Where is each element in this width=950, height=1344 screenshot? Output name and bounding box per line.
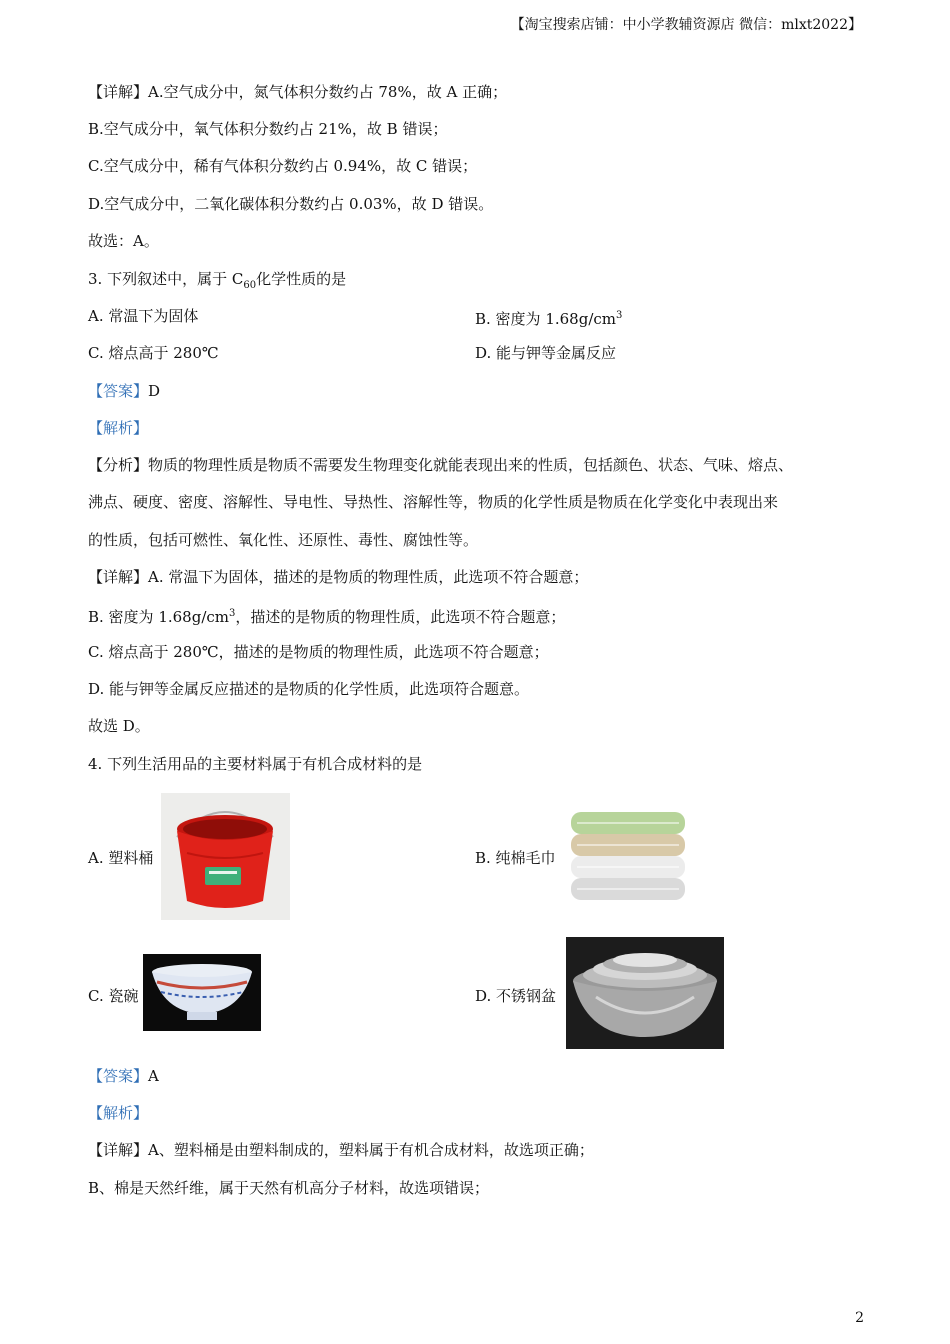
q4-detail-b: B、棉是天然纤维，属于天然有机高分子材料，故选项错误； (88, 1179, 490, 1197)
q3-analysis-tag: 【解析】 (88, 419, 149, 437)
page-number: 2 (855, 1310, 864, 1326)
q4-stem: 4. 下列生活用品的主要材料属于有机合成材料的是 (88, 755, 423, 773)
q4-option-c-label: C. 瓷碗 (88, 987, 139, 1005)
q3-option-a: A. 常温下为固体 (88, 307, 199, 325)
cotton-towel-image (565, 804, 690, 908)
q3-conclusion: 故选 D。 (88, 717, 150, 735)
q2-conclusion: 故选：A。 (88, 232, 159, 250)
q4-option-a-label: A. 塑料桶 (88, 849, 154, 867)
q4-answer: 【答案】A (88, 1067, 159, 1085)
q2-detail-b: B.空气成分中，氧气体积分数约占 21%，故 B 错误； (88, 120, 448, 138)
page-header: 【淘宝搜索店铺：中小学教辅资源店 微信：mlxt2022】 (510, 17, 862, 33)
q3-answer: 【答案】D (88, 382, 161, 400)
plastic-bucket-image (161, 793, 290, 920)
q3-detail-b: B. 密度为 $1.68g/cm^3$，描述的是物质的物理性质，此选项不符合题意； (88, 608, 566, 626)
q2-detail-d: D.空气成分中，二氧化碳体积分数约占 0.03%，故 D 错误。 (88, 195, 494, 213)
q4-analysis-tag: 【解析】 (88, 1104, 149, 1122)
porcelain-bowl-image (143, 954, 261, 1031)
q3-option-b: B. 密度为 $1.68g/cm^3$ (475, 310, 623, 328)
q3-detail-a: 【详解】A. 常温下为固体，描述的是物质的物理性质，此选项不符合题意； (88, 568, 589, 586)
q3-analysis-3: 的性质，包括可燃性、氧化性、还原性、毒性、腐蚀性等。 (88, 531, 479, 549)
stainless-basin-image (566, 937, 724, 1049)
q3-option-c: C. 熔点高于 280℃ (88, 344, 219, 362)
q4-option-b-label: B. 纯棉毛巾 (475, 849, 556, 867)
q2-detail-a: 【详解】A.空气成分中，氮气体积分数约占 78%，故 A 正确； (88, 83, 508, 101)
q3-option-d: D. 能与钾等金属反应 (475, 344, 617, 362)
q3-analysis-2: 沸点、硬度、密度、溶解性、导电性、导热性、溶解性等，物质的化学性质是物质在化学变化中表现出来 (88, 493, 779, 511)
q4-option-d-label: D. 不锈钢盆 (475, 987, 557, 1005)
q4-detail-a: 【详解】A、塑料桶是由塑料制成的，塑料属于有机合成材料，故选项正确； (88, 1141, 594, 1159)
q3-analysis-1: 【分析】物质的物理性质是物质不需要发生物理变化就能表现出来的性质，包括颜色、状态、气味、熔点、 (88, 456, 794, 474)
q3-stem: 3. 下列叙述中，属于 $C_{60}$化学性质的是 (88, 270, 347, 291)
q2-detail-c: C.空气成分中，稀有气体积分数约占 0.94%，故 C 错误； (88, 157, 478, 175)
q3-detail-d: D. 能与钾等金属反应描述的是物质的化学性质，此选项符合题意。 (88, 680, 530, 698)
q3-detail-c: C. 熔点高于 280℃，描述的是物质的物理性质，此选项不符合题意； (88, 643, 549, 661)
